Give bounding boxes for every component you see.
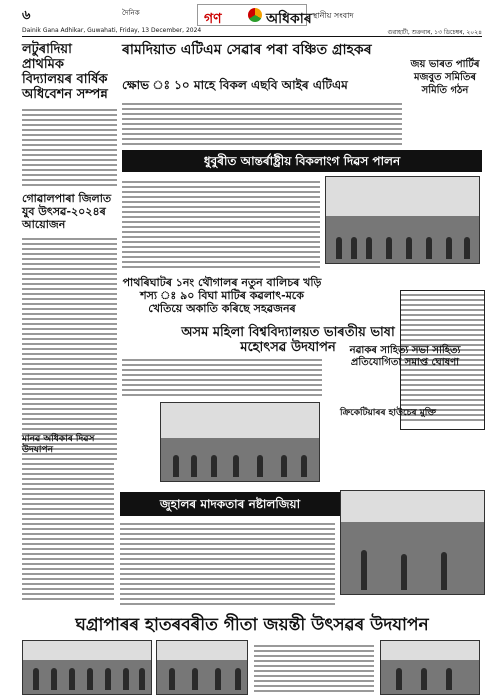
section-label: স্থানীয় সংবাদ [312, 11, 354, 20]
dateline-bar [22, 27, 482, 37]
nostalgia-story-body [120, 520, 335, 608]
left-top-body [22, 106, 117, 189]
gita-jayanti-photo-2 [156, 640, 248, 695]
left-column [22, 42, 117, 463]
left-second-headline: গোৱালপাৰা জিলাত যুব উৎসৱ-২০২৪ৰ আয়োজন [22, 192, 112, 231]
disability-day-banner: ধুবুৰীত আন্তৰ্ৰাষ্ট্ৰীয় বিকলাংগ দিৱস পালন [122, 150, 482, 172]
nostalgia-photo [340, 490, 485, 595]
cricketer-story-label: ক্ৰিকেটিয়াৰৰ হাউচেৰ মুক্তি [340, 408, 437, 418]
land-encroachment-headline: পাথৰিঘাটৰ ১নং থৌগালৰ নতুন বালিচৰ খড়ি শস্য ঃ ৯০ বিঘা মাটিৰ কৱলাৎ-মকে খেতিয়ে অকাতি কৰিছে সহৱজনৰ [122, 276, 322, 315]
nostalgia-banner: জুহালৰ মাদকতাৰ নষ্টালজিয়া [120, 492, 340, 516]
language-festival-body [122, 356, 322, 398]
dateline-english: Dainik Gana Adhikar, Guwahati, Friday, 13 December, 2024 [22, 27, 202, 34]
daily-label: দৈনিক [122, 9, 140, 17]
left-second-body [22, 235, 117, 463]
language-festival-photo [160, 402, 320, 482]
gita-jayanti-body [254, 642, 374, 694]
main-headline: ৰামদিয়াত এটিএম সেৱাৰ পৰা বঞ্চিত গ্ৰাহকৰ [122, 42, 372, 58]
gita-jayanti-photo-1 [22, 640, 152, 695]
gita-jayanti-headline: ঘগ্ৰাপাৰৰ হাতৰবৰীত গীতা জয়ন্তী উৎসৱৰ উদযাপন [75, 615, 429, 635]
literary-competition-headline: নৱাকৰ সাহিত্য সভা সাহিত্য প্ৰতিযোগিতা সমাপ্ত ঘোষণা [349, 345, 461, 368]
brand-emblem-icon [248, 8, 262, 22]
disability-day-photo [325, 176, 480, 264]
gita-jayanti-photo-3 [380, 640, 480, 695]
language-festival-headline: অসম মহিলা বিশ্ববিদ্যালয়ত ভাৰতীয় ভাষা মহোৎসৱ উদযাপন [181, 325, 395, 355]
masthead [22, 6, 482, 26]
right-sidebar-headline: জয় ভাৰত পাৰ্টিৰ মজবুত সমিতিৰ সমিতি গঠন [410, 59, 480, 96]
left-top-headline: লটুৰাদিয়া প্ৰাথমিক বিদ্যালয়ৰ বাৰ্ষিক অধিবেশন সম্পন্ন [22, 42, 108, 102]
page-number: ৬ [22, 8, 31, 23]
brand-tail-text: অধিকাৰ [266, 11, 312, 27]
main-story-body [122, 100, 402, 146]
main-subheadline: ক্ষোভ ঃ ১০ মাহে বিকল এছবি আইৰ এটিএম [122, 78, 348, 92]
brand-main-text: গণ [204, 11, 222, 27]
dateline-assamese: গুৱাহাটী, শুক্ৰবাৰ, ১৩ ডিচেম্বৰ, ২০২৪ [387, 29, 482, 36]
human-rights-body [22, 460, 114, 605]
human-rights-headline: মানৱ অধিকাৰ দিৱস উদযাপন [22, 434, 95, 455]
disability-story-body [122, 178, 320, 270]
newspaper-logo [197, 4, 312, 27]
